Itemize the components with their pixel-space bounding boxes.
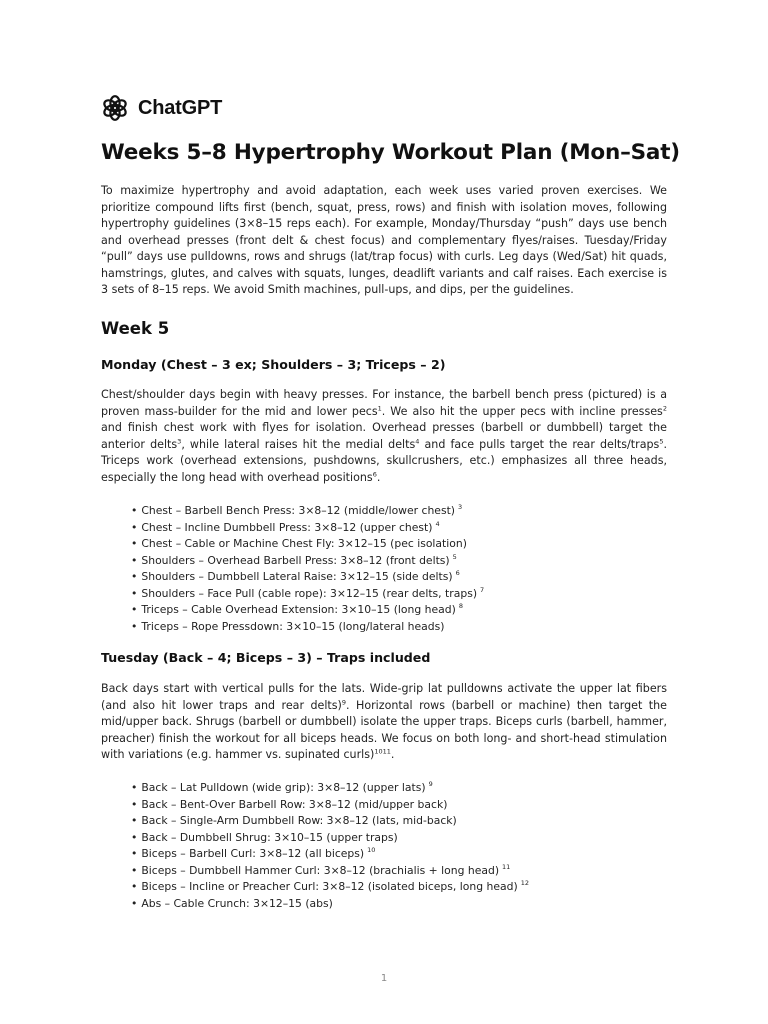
monday-paragraph: Chest/shoulder days begin with heavy presses. For instance, the barbell bench press (pictured) is a proven mass-builder for the mid and lower pecs$^1$. We also hit the upper pecs with incline presses$^2$ and finish chest work with flyes for isolation. Overhead presses (barbell or dumbbell) target the anterior delts$^3$, while lateral raises hit the medial delts$^4$ and face pulls target the rear delts/traps$^5$. Triceps work (overhead extensions, pushdowns, skullcrushers, etc.) emphasizes all three heads, especially the long head with overhead positions$^6$. <box>101 388 667 484</box>
list-item: • Chest – Cable or Machine Chest Fly: 3×12–15 (pec isolation) <box>131 536 484 553</box>
tuesday-paragraph: Back days start with vertical pulls for the lats. Wide-grip lat pulldowns activate the upper lat fibers (and also hit lower traps and rear delts)$^9$. Horizontal rows (barbell or machine) then target the mid/upper back. Shrugs (barbell or dumbbell) isolate the upper traps. Biceps curls (barbell, hammer, preacher) finish the workout for all biceps heads. We focus on both long- and short-head stimulation with variations (e.g. hammer vs. supinated curls)$^{1011}$. <box>101 682 667 761</box>
list-item: • Back – Single-Arm Dumbbell Row: 3×8–12 (lats, mid-back) <box>131 813 529 830</box>
week-5-heading: Week 5 <box>101 319 170 338</box>
list-item: • Back – Lat Pulldown (wide grip): 3×8–12 (upper lats) $^9$ <box>131 780 529 797</box>
brand-header <box>101 94 222 122</box>
footnote-ref[interactable]: 7 <box>480 585 485 594</box>
list-item: • Chest – Barbell Bench Press: 3×8–12 (middle/lower chest) $^3$ <box>131 503 484 520</box>
list-item: • Biceps – Barbell Curl: 3×8–12 (all biceps) $^{10}$ <box>131 846 529 863</box>
intro-paragraph: To maximize hypertrophy and avoid adaptation, each week uses varied proven exercises. We prioritize compound lifts first (bench, squat, press, rows) and finish with isolation moves, following hypertrophy guidelines (3×8–15 reps each). For example, Monday/Thursday “push” days use bench and overhead presses (front delt & chest focus) and complementary flyes/raises. Tuesday/Friday “pull” days use pulldowns, rows and shrugs (lat/trap focus) with curls. Leg days (Wed/Sat) hit quads, hamstrings, glutes, and calves with squats, lunges, deadlift variants and calf raises. Each exercise is 3 sets of 8–15 reps. We avoid Smith machines, pull-ups, and dips, per the guidelines. <box>101 184 667 296</box>
footnote-ref[interactable]: 2 <box>662 403 667 412</box>
openai-logo-icon <box>101 94 129 122</box>
footnote-ref[interactable]: 1 <box>377 403 382 412</box>
list-item: • Back – Bent-Over Barbell Row: 3×8–12 (mid/upper back) <box>131 797 529 814</box>
footnote-ref[interactable]: 4 <box>415 436 420 445</box>
tuesday-heading: Tuesday (Back – 4; Biceps – 3) – Traps included <box>101 650 431 665</box>
list-item: • Triceps – Cable Overhead Extension: 3×10–15 (long head) $^8$ <box>131 602 484 619</box>
footnote-ref[interactable]: 4 <box>435 519 440 528</box>
list-item: • Biceps – Dumbbell Hammer Curl: 3×8–12 (brachialis + long head) $^{11}$ <box>131 863 529 880</box>
list-item: • Chest – Incline Dumbbell Press: 3×8–12 (upper chest) $^4$ <box>131 520 484 537</box>
footnote-ref[interactable]: 3 <box>177 436 182 445</box>
footnote-ref[interactable]: 9 <box>341 697 347 706</box>
tuesday-exercise-list <box>131 780 529 912</box>
footnote-ref[interactable]: 5 <box>452 552 457 561</box>
footnote-ref[interactable]: 1011 <box>374 747 391 756</box>
list-item: • Biceps – Incline or Preacher Curl: 3×8–12 (isolated biceps, long head) $^{12}$ <box>131 879 529 896</box>
footnote-ref[interactable]: 11 <box>502 862 511 871</box>
list-item: • Shoulders – Face Pull (cable rope): 3×12–15 (rear delts, traps) $^7$ <box>131 586 484 603</box>
monday-exercise-list <box>131 503 484 635</box>
footnote-ref[interactable]: 6 <box>455 569 460 578</box>
list-item: • Triceps – Rope Pressdown: 3×10–15 (long/lateral heads) <box>131 619 484 636</box>
footnote-ref[interactable]: 9 <box>428 780 433 789</box>
document-title: Weeks 5–8 Hypertrophy Workout Plan (Mon–Sat) <box>101 140 680 165</box>
footnote-ref[interactable]: 8 <box>458 602 463 611</box>
list-item: • Shoulders – Overhead Barbell Press: 3×8–12 (front delts) $^5$ <box>131 553 484 570</box>
footnote-ref[interactable]: 5 <box>659 436 664 445</box>
footnote-ref[interactable]: 6 <box>372 469 377 478</box>
list-item: • Back – Dumbbell Shrug: 3×10–15 (upper traps) <box>131 830 529 847</box>
brand-name: ChatGPT <box>138 96 223 119</box>
monday-heading: Monday (Chest – 3 ex; Shoulders – 3; Triceps – 2) <box>101 357 446 372</box>
page-number: 1 <box>380 973 388 984</box>
list-item: • Abs – Cable Crunch: 3×12–15 (abs) <box>131 896 529 913</box>
footnote-ref[interactable]: 3 <box>458 503 463 512</box>
footnote-ref[interactable]: 10 <box>367 846 376 855</box>
footnote-ref[interactable]: 12 <box>520 879 529 888</box>
list-item: • Shoulders – Dumbbell Lateral Raise: 3×12–15 (side delts) $^6$ <box>131 569 484 586</box>
